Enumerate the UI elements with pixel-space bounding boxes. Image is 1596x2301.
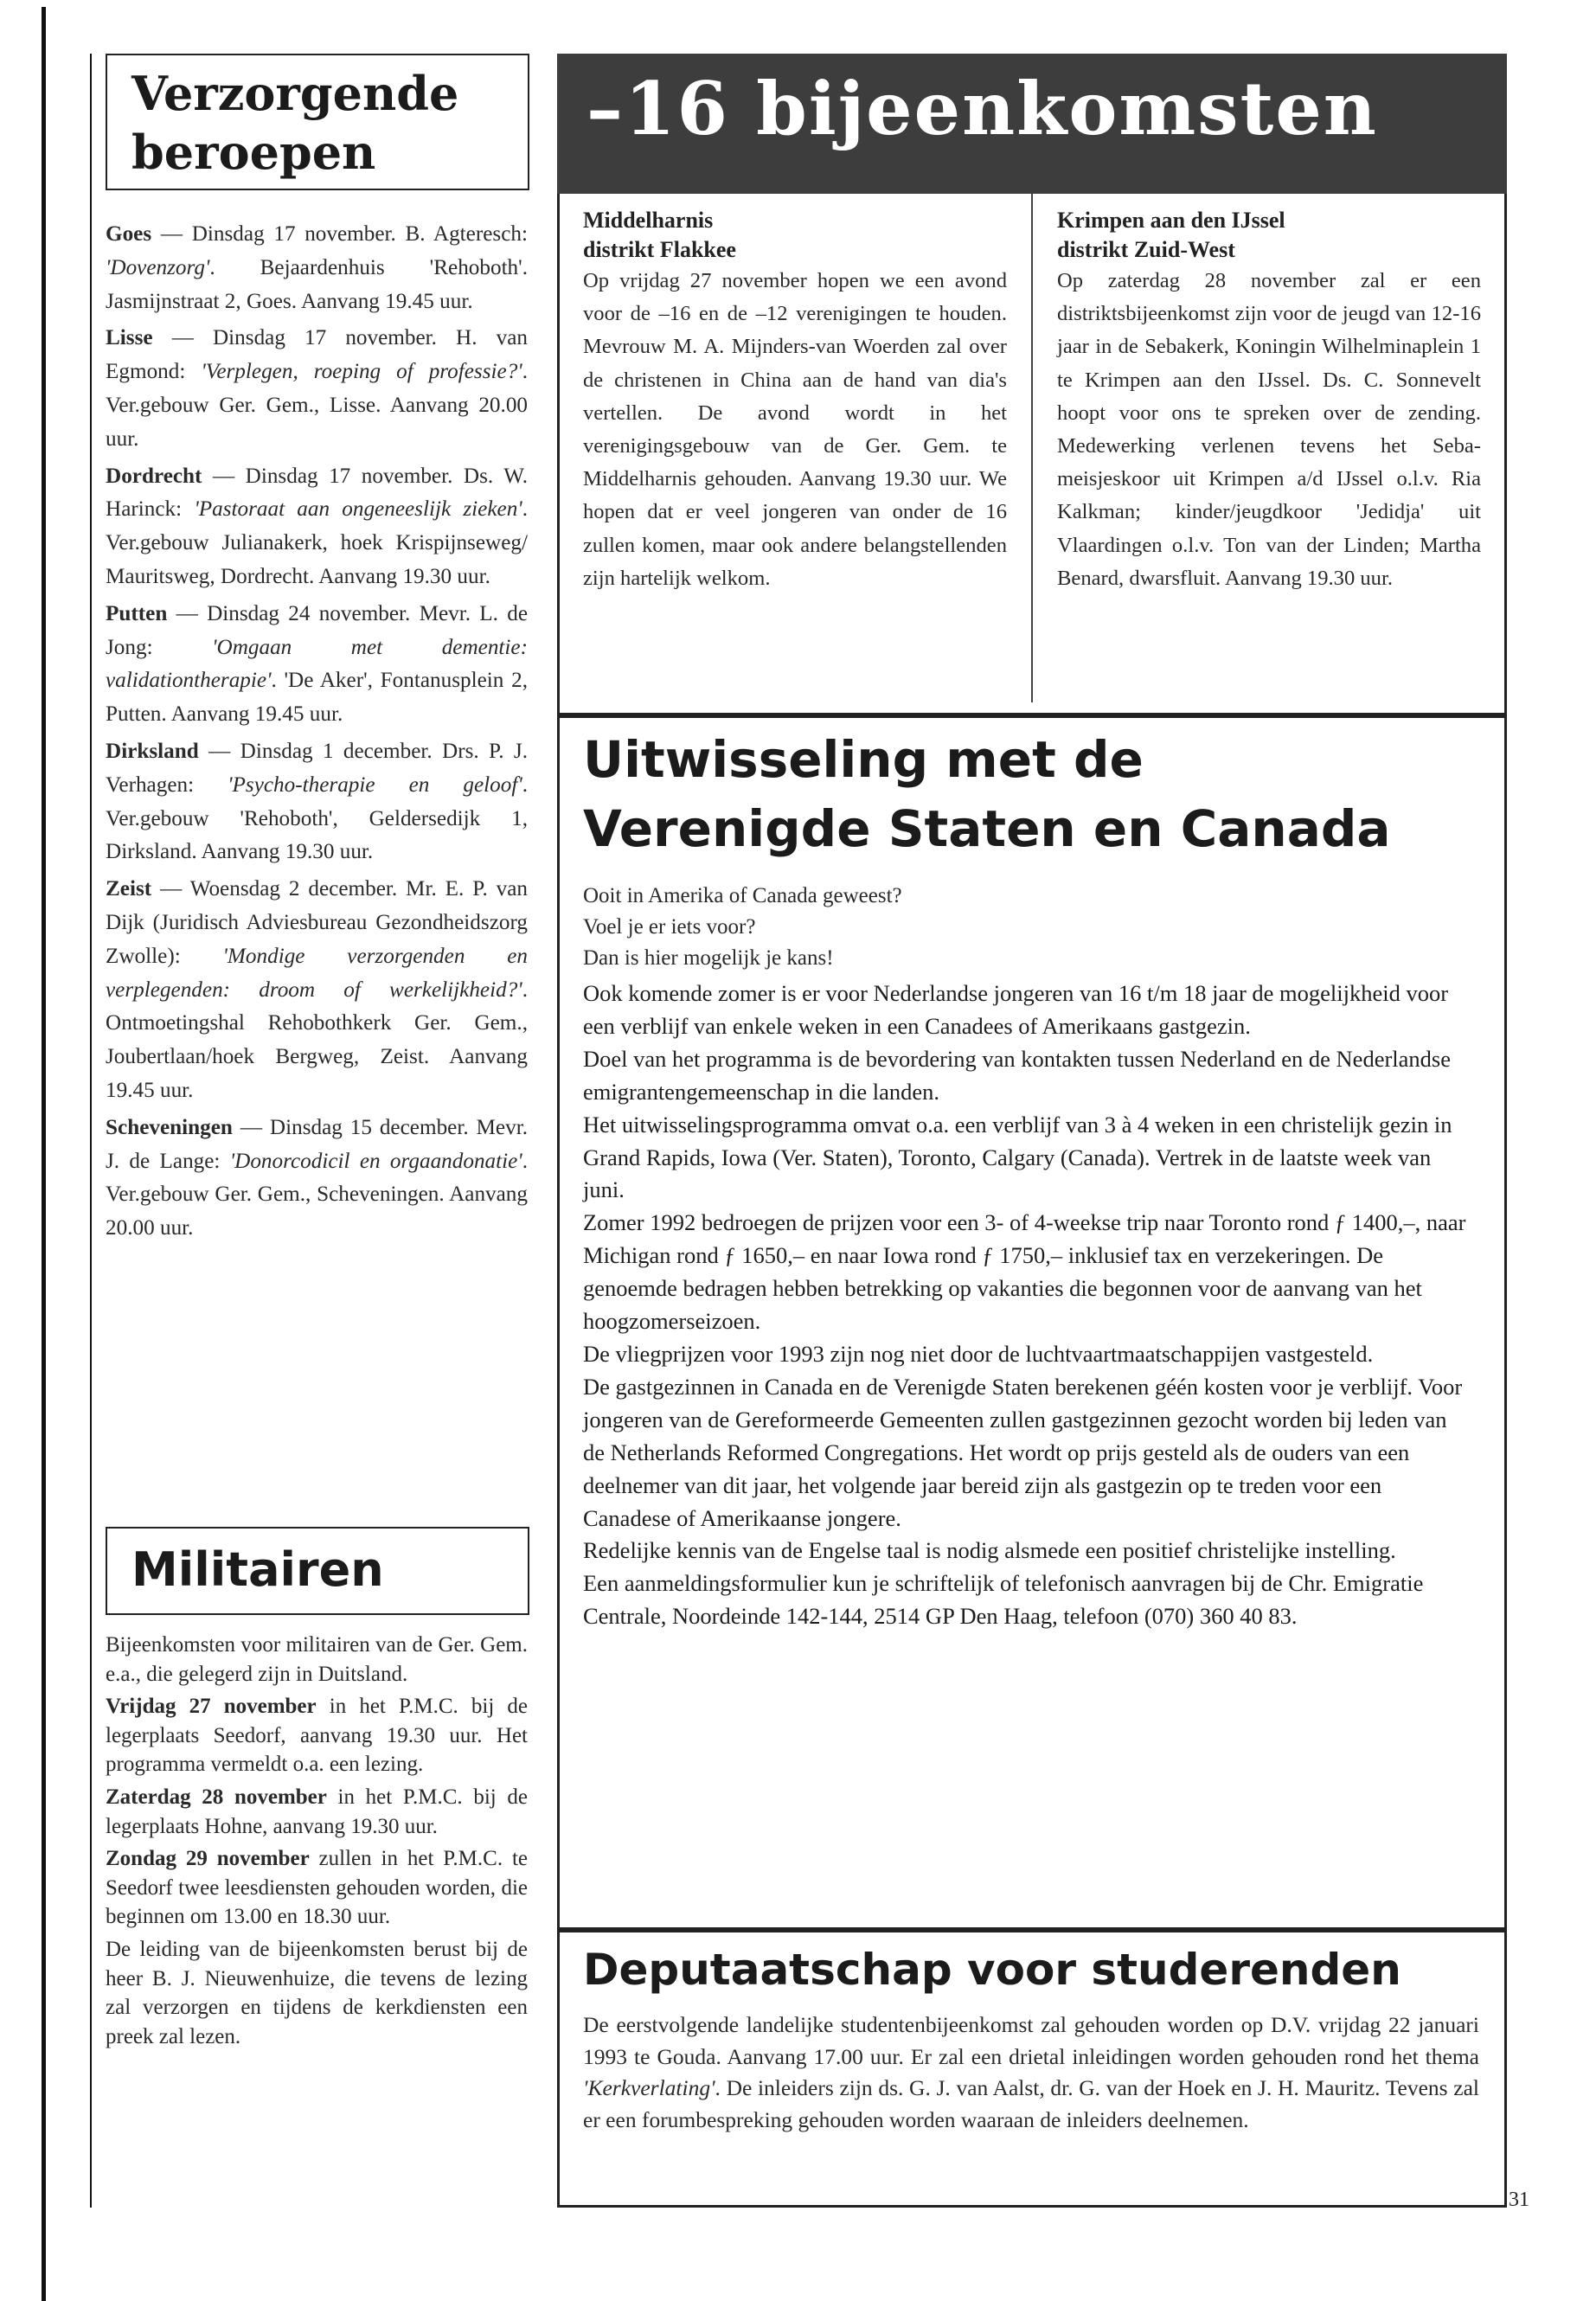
event-talk: 'Donorcodicil en orgaandonatie': [229, 1149, 522, 1173]
exchange-title-line2: Verenigde Staten en Canada: [583, 799, 1391, 858]
exchange-paragraph: Het uitwisselingsprogramma omvat o.a. een verblijf van 3 à 4 weken in een christelijk gezin in Grand Rapids, Iowa (Ver. Staten), Toronto, Calgary (Canada). Vertrek in de laatste week van juni.: [583, 1111, 1452, 1203]
krimpen-body: Op zaterdag 28 november zal er een distriktsbijeenkomst zijn voor de jeugd van 12-16 jaar in de Sebakerk, Koningin Wilhelminaplein 1 te Krimpen aan den IJssel. Ds. C. Sonnevelt hoopt voor ons te spreken over de zending. Medewerking verlenen tevens het Seba-meisjeskoor uit Krimpen a/d IJssel o.l.v. Ria Kalkman; kinder/jeugdkoor 'Jedidja' uit Vlaardingen o.l.v. Ton van der Linden; Martha Benard, dwarsfluit. Aanvang 19.30 uur.: [1057, 269, 1481, 590]
exchange-intro-line: Voel je er iets voor?: [583, 915, 756, 939]
exchange-paragraph: Zomer 1992 bedroegen de prijzen voor een 3- of 4-weekse trip naar Toronto rond ƒ 1400,–, naar Michigan rond ƒ 1650,– en naar Iowa rond ƒ 1750,– inklusief tax en verzekeringen. De genoemde bedragen hebben betrekking op vakanties die begonnen voor de aanvang van het hoogzomerseizoen.: [583, 1209, 1466, 1335]
middelharnis-district: distrikt Flakkee: [583, 237, 736, 262]
event-talk: 'Mondige verzorgenden en verplegenden: droom of werkelijkheid?': [106, 944, 529, 1002]
bijeenkomsten-column-divider: [1031, 194, 1033, 702]
event-dash: —: [232, 1115, 270, 1139]
event-dash: —: [152, 326, 213, 350]
militairen-item: [106, 1844, 528, 1932]
verzorgende-title-line2: beroepen: [131, 125, 376, 180]
militairen-title: Militairen: [131, 1542, 384, 1597]
event-details: Dinsdag 1 december. Drs. P. J. Verhagen:: [106, 739, 529, 797]
verzorgende-title-box: [106, 54, 529, 190]
event-dash: —: [202, 464, 246, 488]
event-details: Woensdag 2 december. Mr. E. P. van Dijk (Juridisch Adviesbureau Gezondheidszorg Zwolle):: [106, 877, 528, 968]
krimpen-heading: Krimpen aan den IJssel: [1057, 208, 1285, 233]
event-talk: 'Verplegen, roeping of professie?': [201, 360, 522, 384]
event-talk: 'Dovenzorg': [106, 255, 210, 279]
militairen-date: Zondag 29 november: [106, 1847, 310, 1871]
event-details: Dinsdag 24 november. Mevr. L. de Jong:: [106, 601, 528, 659]
event-item: [106, 598, 528, 732]
event-details: Dinsdag 17 november. H. van Egmond:: [106, 326, 528, 384]
exchange-intro-line: Ooit in Amerika of Canada geweest?: [583, 884, 902, 907]
exchange-paragraph: De gastgezinnen in Canada en de Verenigde Staten berekenen géén kosten voor je verblijf. Voor jongeren van de Gereformeerde Gemeenten zullen gastgezinnen gezocht worden bij leden van de Netherlands Reformed Congregations. Het wordt op prijs gesteld als de ouders van een deelnemer van dit jaar, het volgende jaar bereid zijn als gastgezin op te treden voor een Canadese of Amerikaanse jongere.: [583, 1373, 1463, 1531]
exchange-paragraph: Doel van het programma is de bevordering van kontakten tussen Nederland en de Nederlandse emigrantengemeenschap in die landen.: [583, 1045, 1451, 1105]
deputaatschap-text-end: . De inleiders zijn ds. G. J. van Aalst, dr. G. van der Hoek en J. H. Mauritz. Tevens zal er een forumbespreking gehouden worden waaraan de inleiders deelnemen.: [583, 2075, 1479, 2132]
deputaatschap-body: [583, 2009, 1479, 2136]
event-place: Scheveningen: [106, 1115, 233, 1139]
event-talk: 'Pastoraat aan ongeneeslijk zieken': [194, 497, 522, 522]
militairen-text: zullen in het P.M.C. te Seedorf twee leesdiensten gehouden worden, die beginnen om 13.00 en 18.30 uur.: [106, 1847, 528, 1929]
exchange-paragraph: Ook komende zomer is er voor Nederlandse jongeren van 16 t/m 18 jaar de mogelijkheid voor een verblijf van enkele weken in een Canadees of Amerikaans gastgezin.: [583, 980, 1449, 1039]
event-item: [106, 322, 528, 456]
event-venue: . Ver.gebouw 'Rehoboth', Geldersedijk 1, Dirksland. Aanvang 19.30 uur.: [106, 772, 529, 864]
militairen-body: [106, 1631, 528, 2054]
middelharnis-heading: Middelharnis: [583, 208, 714, 233]
event-place: Dirksland: [106, 739, 199, 763]
militairen-item: [106, 1692, 528, 1779]
event-venue: . Ver.gebouw Ger. Gem., Scheveningen. Aanvang 20.00 uur.: [106, 1149, 528, 1240]
exchange-paragraph: Een aanmeldingsformulier kun je schriftelijk of telefonisch aanvragen bij de Chr. Emigratie Centrale, Noordeinde 142-144, 2514 GP Den Haag, telefoon (070) 360 40 83.: [583, 1570, 1424, 1630]
middelharnis-article: [583, 206, 1007, 595]
bijeenkomsten-banner: [557, 54, 1507, 194]
event-item: [106, 873, 528, 1108]
event-talk: 'Psycho-therapie en geloof': [228, 772, 522, 797]
event-details: Dinsdag 15 december. Mevr. J. de Lange:: [106, 1115, 528, 1173]
event-venue: . Ontmoetingshal Rehobothkerk Ger. Gem., Joubertlaan/hoek Bergweg, Zeist. Aanvang 19.45 uur.: [106, 977, 528, 1102]
event-dash: —: [198, 739, 240, 763]
militairen-title-box: [106, 1527, 529, 1615]
deputaatschap-title: Deputaatschap voor studerenden: [583, 1945, 1401, 1995]
event-venue: . Ver.gebouw Julianakerk, hoek Krispijnseweg/ Mauritsweg, Dordrecht. Aanvang 19.30 uur.: [106, 497, 528, 588]
event-item: [106, 218, 528, 318]
militairen-text: in het P.M.C. bij de legerplaats Seedorf, aanvang 19.30 uur. Het programma vermeldt o.a. een lezing.: [106, 1695, 528, 1777]
event-place: Dordrecht: [106, 464, 202, 488]
militairen-item: [106, 1783, 528, 1841]
event-details: Dinsdag 17 november. Ds. W. Harinck:: [106, 464, 528, 522]
event-place: Zeist: [106, 877, 152, 901]
event-item: [106, 460, 528, 594]
exchange-intro-line: Dan is hier mogelijk je kans!: [583, 946, 834, 970]
event-place: Putten: [106, 601, 168, 625]
militairen-closing: De leiding van de bijeenkomsten berust bij de heer B. J. Nieuwenhuize, die tevens de lezing zal verzorgen en tijdens de kerkdiensten een preek zal lezen.: [106, 1937, 528, 2048]
event-dash: —: [167, 601, 208, 625]
middelharnis-body: Op vrijdag 27 november hopen we een avond voor de –16 en de –12 verenigingen te houden. Mevrouw M. A. Mijnders-van Woerden zal over de christenen in China aan de hand van dia's vertellen. De avond wordt in het verenigingsgebouw van de Ger. Gem. te Middelharnis gehouden. Aanvang 19.30 uur. We hopen dat er veel jongeren van onder de 16 zullen komen, maar ook andere belangstellenden zijn hartelijk welkom.: [583, 269, 1007, 590]
verzorgende-events: [106, 218, 528, 1249]
event-details: Dinsdag 17 november. B. Agteresch:: [191, 222, 528, 246]
deputaatschap-theme: 'Kerkverlating': [583, 2075, 715, 2100]
krimpen-district: distrikt Zuid-West: [1057, 237, 1235, 262]
event-venue: . Ver.gebouw Ger. Gem., Lisse. Aanvang 20.00 uur.: [106, 360, 528, 451]
bijeenkomsten-title: –16 bijeenkomsten: [586, 66, 1378, 151]
exchange-title-line1: Uitwisseling met de: [583, 730, 1144, 789]
exchange-body: [583, 881, 1474, 1633]
event-venue: . 'De Aker', Fontanusplein 2, Putten. Aanvang 19.45 uur.: [106, 669, 528, 727]
militairen-text: in het P.M.C. bij de legerplaats Hohne, aanvang 19.30 uur.: [106, 1785, 528, 1838]
event-item: [106, 1112, 528, 1246]
exchange-paragraph: De vliegprijzen voor 1993 zijn nog niet door de luchtvaartmaatschappijen vastgesteld.: [583, 1340, 1374, 1367]
page-edge-rule: [42, 7, 46, 2301]
militairen-date: Zaterdag 28 november: [106, 1785, 327, 1809]
page-number: 31: [1509, 2189, 1529, 2211]
verzorgende-title-line1: Verzorgende: [131, 66, 459, 121]
event-place: Goes: [106, 222, 152, 246]
event-dash: —: [151, 877, 190, 901]
exchange-paragraph: Redelijke kennis van de Engelse taal is nodig alsmede een positief christelijke instelling.: [583, 1537, 1396, 1564]
event-talk: 'Omgaan met dementie: validationtherapie': [106, 635, 528, 693]
left-column-rule: [90, 54, 92, 2208]
krimpen-article: [1057, 206, 1481, 595]
exchange-title: [583, 725, 1491, 863]
event-item: [106, 735, 528, 869]
event-dash: —: [151, 222, 192, 246]
militairen-intro: Bijeenkomsten voor militairen van de Ger. Gem. e.a., die gelegerd zijn in Duitsland.: [106, 1633, 528, 1686]
deputaatschap-text: De eerstvolgende landelijke studentenbijeenkomst zal gehouden worden op D.V. vrijdag 22 januari 1993 te Gouda. Aanvang 17.00 uur. Er zal een drietal inleidingen worden gehouden rond het thema: [583, 2012, 1479, 2069]
militairen-date: Vrijdag 27 november: [106, 1695, 317, 1719]
event-venue: . Bejaardenhuis 'Rehoboth'. Jasmijnstraat 2, Goes. Aanvang 19.45 uur.: [106, 255, 528, 313]
event-place: Lisse: [106, 326, 153, 350]
